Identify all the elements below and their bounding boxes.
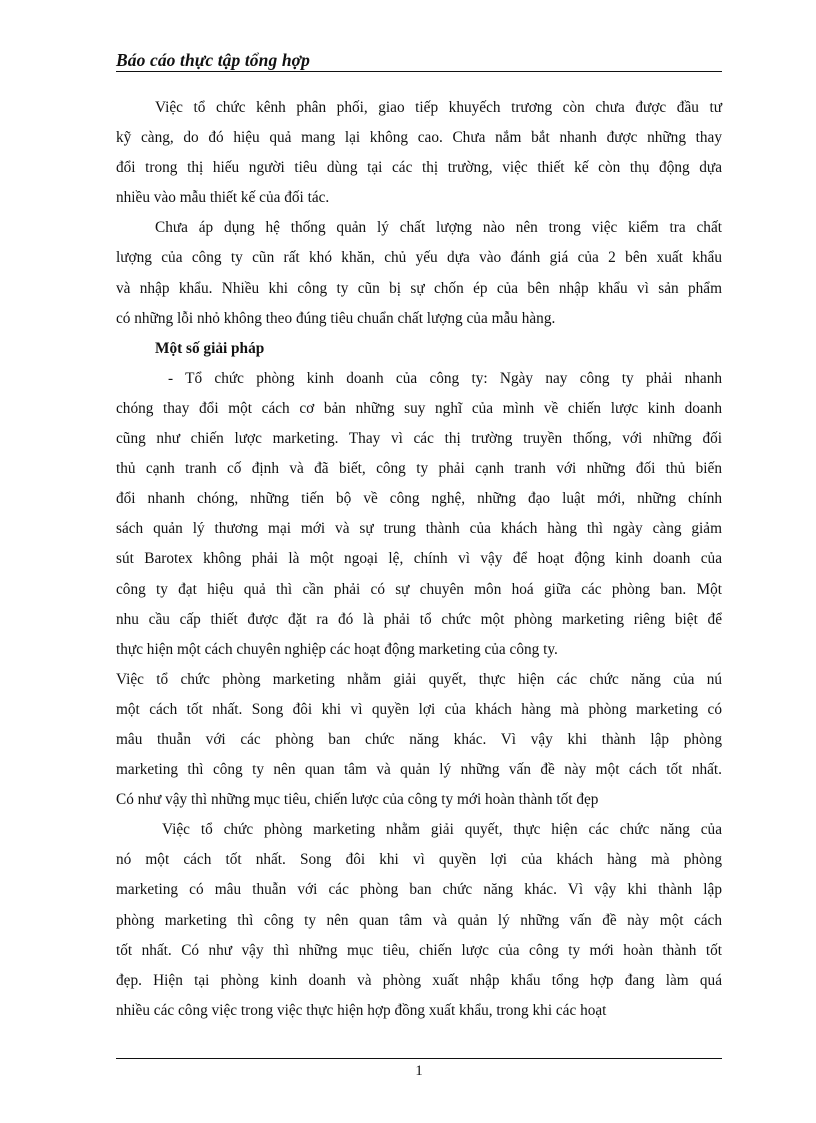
text-line: chóng thay đổi một cách cơ bản những suy nghĩ của mình về chiến lược kinh doanh bbox=[116, 399, 722, 417]
text-line: Việc tổ chức phòng marketing nhằm giải quyết, thực hiện các chức năng của nú bbox=[116, 670, 722, 688]
text-line: một cách tốt nhất. Song đôi khi vì quyền lợi của khách hàng mà phòng marketing có bbox=[116, 700, 722, 718]
text-line: thực hiện một cách chuyên nghiệp các hoạt động marketing của công ty. bbox=[116, 640, 558, 658]
text-line: nhiều vào mẫu thiết kế của đối tác. bbox=[116, 189, 330, 207]
text-line: phòng marketing thì công ty nên quan tâm và quản lý những vấn đề này một cách bbox=[116, 911, 722, 929]
text-line: sút Barotex không phải là một ngoại lệ, chính vì vậy để hoạt động kinh doanh của bbox=[116, 550, 722, 568]
text-line: và nhập khẩu. Nhiều khi công ty cũn bị sự chốn ép của bên nhập khẩu vì sản phẩm bbox=[116, 279, 722, 297]
text-line: đổi nhanh chóng, những tiến bộ về công nghệ, những đạo luật mới, những chính bbox=[116, 490, 722, 508]
text-line: Việc tổ chức phòng marketing nhằm giải quyết, thực hiện các chức năng của bbox=[162, 821, 722, 839]
text-line: công ty đạt hiệu quả thì cần phải có sự chuyên môn hoá giữa các phòng ban. Một bbox=[116, 580, 722, 598]
header-divider bbox=[116, 71, 722, 72]
section-heading: Một số giải pháp bbox=[155, 339, 265, 357]
text-line: có những lỗi nhỏ không theo đúng tiêu chuẩn chất lượng của mẫu hàng. bbox=[116, 309, 556, 327]
text-line: sách quản lý thương mại mới và sự trung thành của khách hàng thì ngày càng giảm bbox=[116, 520, 722, 538]
text-line: lượng của công ty cũn rất khó khăn, chủ yếu dựa vào đánh giá của 2 bên xuất khẩu bbox=[116, 249, 722, 267]
text-line: thủ cạnh tranh cố định và đã biết, công ty phải cạnh tranh với những đối thủ biến bbox=[116, 460, 722, 478]
text-line: mâu thuẫn với các phòng ban chức năng khác. Vì vậy khi thành lập phòng bbox=[116, 730, 722, 748]
page-number: 1 bbox=[415, 1063, 423, 1079]
text-line: đổi trong thị hiếu người tiêu dùng tại các thị trường, việc thiết kế còn thụ động dựa bbox=[116, 159, 722, 177]
text-line: nhiều các công việc trong việc thực hiện hợp đồng xuất khẩu, trong khi các hoạt bbox=[116, 1001, 607, 1019]
text-line: tốt nhất. Có như vậy thì những mục tiêu, chiến lược của công ty mới hoàn thành tốt bbox=[116, 941, 722, 959]
text-line: Chưa áp dụng hệ thống quản lý chất lượng nào nên trong việc kiểm tra chất bbox=[155, 219, 722, 237]
text-line: cũng như chiến lược marketing. Thay vì các thị trường truyền thống, với những đối bbox=[116, 430, 722, 448]
text-line: marketing thì công ty nên quan tâm và quản lý những vấn đề này một cách tốt nhất. bbox=[116, 761, 722, 779]
text-line: - Tổ chức phòng kinh doanh của công ty: Ngày nay công ty phải nhanh bbox=[168, 369, 722, 387]
footer-divider bbox=[116, 1058, 722, 1059]
running-header-title: Báo cáo thực tập tổng hợp bbox=[116, 50, 310, 70]
body-text bbox=[116, 93, 722, 1026]
text-line: Việc tổ chức kênh phân phối, giao tiếp khuyếch trương còn chưa được đầu tư bbox=[155, 99, 722, 116]
text-line: marketing có mâu thuẫn với các phòng ban chức năng khác. Vì vậy khi thành lập bbox=[116, 881, 722, 899]
text-line: nó một cách tốt nhất. Song đôi khi vì quyền lợi của khách hàng mà phòng bbox=[116, 851, 722, 869]
text-line: đẹp. Hiện tại phòng kinh doanh và phòng xuất nhập khẩu tổng hợp đang làm quá bbox=[116, 971, 722, 989]
text-line: Có như vậy thì những mục tiêu, chiến lược của công ty mới hoàn thành tốt đẹp bbox=[116, 791, 599, 809]
text-line: kỹ càng, do đó hiệu quả mang lại không cao. Chưa nắm bắt nhanh được những thay bbox=[116, 129, 722, 147]
text-line: nhu cầu cấp thiết được đặt ra đó là phải tổ chức một phòng marketing riêng biệt để bbox=[116, 610, 722, 628]
